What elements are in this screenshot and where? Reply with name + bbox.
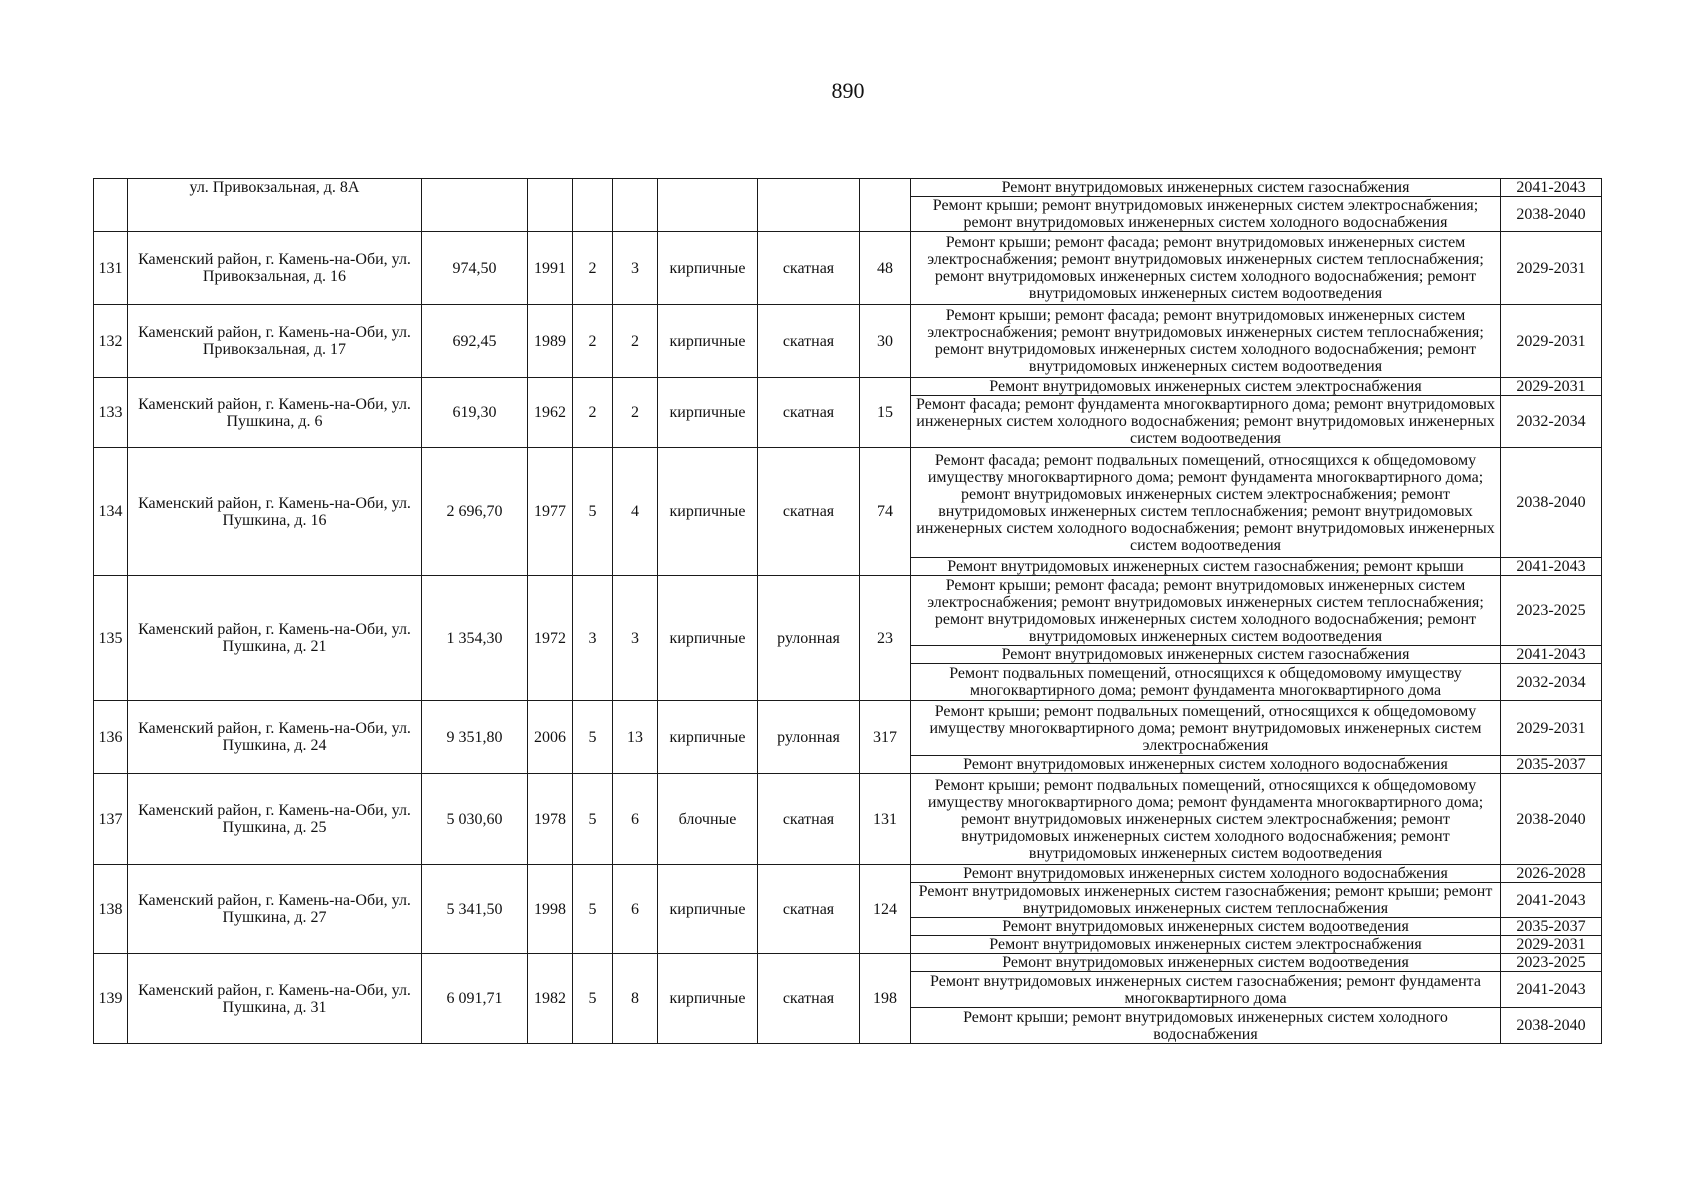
year-built-cell: 2006 — [528, 701, 573, 774]
wall-material-cell: блочные — [658, 774, 758, 865]
work-period-cell: 2026-2028 — [1501, 865, 1602, 883]
wall-material-cell: кирпичные — [658, 865, 758, 954]
roof-type-cell: скатная — [758, 378, 860, 448]
table-row — [94, 774, 1602, 865]
row-number-cell: 136 — [94, 701, 128, 774]
work-period-cell: 2029-2031 — [1501, 305, 1602, 378]
work-period-cell: 2038-2040 — [1501, 448, 1602, 558]
work-description-cell: Ремонт крыши; ремонт фасада; ремонт внутридомовых инженерных систем электроснабжения; ремонт внутридомовых инженерных систем теплоснабжения; ремонт внутридомовых инженерных систем холодного водоснабжения; ремонт внутридомовых инженерных систем водоотведения — [911, 576, 1501, 646]
empty-cell — [860, 179, 911, 232]
work-description-cell: Ремонт крыши; ремонт внутридомовых инженерных систем холодного водоснабжения — [911, 1008, 1501, 1044]
address-cell: Каменский район, г. Камень-на-Оби, ул. Пушкина, д. 24 — [128, 701, 422, 774]
wall-material-cell: кирпичные — [658, 701, 758, 774]
row-number-cell: 131 — [94, 232, 128, 305]
work-description-cell: Ремонт внутридомовых инженерных систем электроснабжения — [911, 378, 1501, 396]
work-description-cell: Ремонт подвальных помещений, относящихся к общедомовому имуществу многоквартирного дома; ремонт фундамента многоквартирного дома — [911, 664, 1501, 701]
floors-cell: 5 — [573, 774, 613, 865]
work-description-cell: Ремонт крыши; ремонт внутридомовых инженерных систем электроснабжения; ремонт внутридомовых инженерных систем холодного водоснабжения — [911, 197, 1501, 232]
work-period-cell: 2029-2031 — [1501, 378, 1602, 396]
area-cell: 5 341,50 — [422, 865, 528, 954]
work-description-cell: Ремонт крыши; ремонт фасада; ремонт внутридомовых инженерных систем электроснабжения; ремонт внутридомовых инженерных систем теплоснабжения; ремонт внутридомовых инженерных систем холодного водоснабжения; ремонт внутридомовых инженерных систем водоотведения — [911, 232, 1501, 305]
work-period-cell: 2038-2040 — [1501, 197, 1602, 232]
work-period-cell: 2023-2025 — [1501, 954, 1602, 972]
work-description-cell: Ремонт внутридомовых инженерных систем газоснабжения; ремонт крыши; ремонт внутридомовых инженерных систем теплоснабжения — [911, 883, 1501, 918]
work-period-cell: 2023-2025 — [1501, 576, 1602, 646]
area-cell: 619,30 — [422, 378, 528, 448]
work-description-cell: Ремонт внутридомовых инженерных систем холодного водоснабжения — [911, 756, 1501, 774]
empty-cell — [573, 179, 613, 232]
floors-cell: 5 — [573, 954, 613, 1044]
work-period-cell: 2038-2040 — [1501, 774, 1602, 865]
floors-cell: 2 — [573, 305, 613, 378]
entrances-cell: 2 — [613, 305, 658, 378]
wall-material-cell: кирпичные — [658, 305, 758, 378]
work-description-cell: Ремонт внутридомовых инженерных систем газоснабжения — [911, 646, 1501, 664]
floors-cell: 2 — [573, 232, 613, 305]
wall-material-cell: кирпичные — [658, 378, 758, 448]
year-built-cell: 1962 — [528, 378, 573, 448]
wall-material-cell: кирпичные — [658, 232, 758, 305]
apartments-cell: 317 — [860, 701, 911, 774]
table-row — [94, 954, 1602, 972]
floors-cell: 3 — [573, 576, 613, 701]
roof-type-cell: скатная — [758, 774, 860, 865]
table-row — [94, 701, 1602, 756]
row-number-cell: 139 — [94, 954, 128, 1044]
address-cell: Каменский район, г. Камень-на-Оби, ул. Пушкина, д. 27 — [128, 865, 422, 954]
work-description-cell: Ремонт крыши; ремонт фасада; ремонт внутридомовых инженерных систем электроснабжения; ремонт внутридомовых инженерных систем теплоснабжения; ремонт внутридомовых инженерных систем холодного водоснабжения; ремонт внутридомовых инженерных систем водоотведения — [911, 305, 1501, 378]
entrances-cell: 3 — [613, 576, 658, 701]
floors-cell: 5 — [573, 865, 613, 954]
apartments-cell: 74 — [860, 448, 911, 576]
work-period-cell: 2041-2043 — [1501, 179, 1602, 197]
work-description-cell: Ремонт внутридомовых инженерных систем электроснабжения — [911, 936, 1501, 954]
work-period-cell: 2038-2040 — [1501, 1008, 1602, 1044]
work-period-cell: 2032-2034 — [1501, 664, 1602, 701]
work-period-cell: 2041-2043 — [1501, 972, 1602, 1008]
address-cell: Каменский район, г. Камень-на-Оби, ул. Пушкина, д. 31 — [128, 954, 422, 1044]
roof-type-cell: рулонная — [758, 576, 860, 701]
area-cell: 974,50 — [422, 232, 528, 305]
area-cell: 1 354,30 — [422, 576, 528, 701]
address-cell: ул. Привокзальная, д. 8А — [128, 179, 422, 232]
work-description-cell: Ремонт фасада; ремонт фундамента многоквартирного дома; ремонт внутридомовых инженерных систем холодного водоснабжения; ремонт внутридомовых инженерных систем водоотведения — [911, 396, 1501, 448]
apartments-cell: 48 — [860, 232, 911, 305]
table-row — [94, 179, 1602, 197]
floors-cell: 5 — [573, 701, 613, 774]
apartments-cell: 23 — [860, 576, 911, 701]
year-built-cell: 1989 — [528, 305, 573, 378]
work-description-cell: Ремонт внутридомовых инженерных систем газоснабжения; ремонт крыши — [911, 558, 1501, 576]
work-description-cell: Ремонт внутридомовых инженерных систем водоотведения — [911, 954, 1501, 972]
empty-cell — [758, 179, 860, 232]
apartments-cell: 124 — [860, 865, 911, 954]
table-row — [94, 448, 1602, 558]
work-description-cell: Ремонт крыши; ремонт подвальных помещений, относящихся к общедомовому имуществу многоквартирного дома; ремонт внутридомовых инженерных систем электроснабжения — [911, 701, 1501, 756]
row-number-cell: 135 — [94, 576, 128, 701]
work-description-cell: Ремонт внутридомовых инженерных систем водоотведения — [911, 918, 1501, 936]
apartments-cell: 15 — [860, 378, 911, 448]
work-description-cell: Ремонт фасада; ремонт подвальных помещений, относящихся к общедомовому имуществу многоквартирного дома; ремонт фундамента многоквартирного дома; ремонт внутридомовых инженерных систем электроснабжения; ремонт внутридомовых инженерных систем теплоснабжения; ремонт внутридомовых инженерных систем холодного водоснабжения; ремонт внутридомовых инженерных систем водоотведения — [911, 448, 1501, 558]
work-description-cell: Ремонт крыши; ремонт подвальных помещений, относящихся к общедомовому имуществу многоквартирного дома; ремонт фундамента многоквартирного дома; ремонт внутридомовых инженерных систем электроснабжения; ремонт внутридомовых инженерных систем холодного водоснабжения; ремонт внутридомовых инженерных систем водоотведения — [911, 774, 1501, 865]
row-number-cell: 134 — [94, 448, 128, 576]
work-period-cell: 2029-2031 — [1501, 232, 1602, 305]
entrances-cell: 4 — [613, 448, 658, 576]
year-built-cell: 1972 — [528, 576, 573, 701]
address-cell: Каменский район, г. Камень-на-Оби, ул. Пушкина, д. 21 — [128, 576, 422, 701]
wall-material-cell: кирпичные — [658, 576, 758, 701]
work-period-cell: 2029-2031 — [1501, 701, 1602, 756]
year-built-cell: 1977 — [528, 448, 573, 576]
address-cell: Каменский район, г. Камень-на-Оби, ул. Пушкина, д. 16 — [128, 448, 422, 576]
address-cell: Каменский район, г. Камень-на-Оби, ул. Привокзальная, д. 17 — [128, 305, 422, 378]
apartments-cell: 198 — [860, 954, 911, 1044]
work-period-cell: 2029-2031 — [1501, 936, 1602, 954]
roof-type-cell: скатная — [758, 448, 860, 576]
year-built-cell: 1982 — [528, 954, 573, 1044]
entrances-cell: 2 — [613, 378, 658, 448]
roof-type-cell: скатная — [758, 865, 860, 954]
entrances-cell: 6 — [613, 774, 658, 865]
roof-type-cell: скатная — [758, 232, 860, 305]
housing-repair-table — [93, 178, 1602, 1044]
wall-material-cell: кирпичные — [658, 448, 758, 576]
work-period-cell: 2041-2043 — [1501, 558, 1602, 576]
address-cell: Каменский район, г. Камень-на-Оби, ул. Привокзальная, д. 16 — [128, 232, 422, 305]
empty-cell — [528, 179, 573, 232]
work-period-cell: 2032-2034 — [1501, 396, 1602, 448]
work-period-cell: 2035-2037 — [1501, 756, 1602, 774]
roof-type-cell: скатная — [758, 954, 860, 1044]
area-cell: 5 030,60 — [422, 774, 528, 865]
entrances-cell: 13 — [613, 701, 658, 774]
row-number-cell — [94, 179, 128, 232]
wall-material-cell: кирпичные — [658, 954, 758, 1044]
work-description-cell: Ремонт внутридомовых инженерных систем газоснабжения; ремонт фундамента многоквартирного дома — [911, 972, 1501, 1008]
area-cell: 6 091,71 — [422, 954, 528, 1044]
work-period-cell: 2035-2037 — [1501, 918, 1602, 936]
floors-cell: 2 — [573, 378, 613, 448]
roof-type-cell: рулонная — [758, 701, 860, 774]
row-number-cell: 133 — [94, 378, 128, 448]
area-cell: 2 696,70 — [422, 448, 528, 576]
row-number-cell: 138 — [94, 865, 128, 954]
entrances-cell: 6 — [613, 865, 658, 954]
apartments-cell: 131 — [860, 774, 911, 865]
work-period-cell: 2041-2043 — [1501, 883, 1602, 918]
area-cell: 692,45 — [422, 305, 528, 378]
entrances-cell: 8 — [613, 954, 658, 1044]
empty-cell — [658, 179, 758, 232]
year-built-cell: 1978 — [528, 774, 573, 865]
row-number-cell: 132 — [94, 305, 128, 378]
table-row — [94, 865, 1602, 883]
table-row — [94, 378, 1602, 396]
table-row — [94, 305, 1602, 378]
address-cell: Каменский район, г. Камень-на-Оби, ул. Пушкина, д. 6 — [128, 378, 422, 448]
floors-cell: 5 — [573, 448, 613, 576]
area-cell: 9 351,80 — [422, 701, 528, 774]
table-row — [94, 232, 1602, 305]
apartments-cell: 30 — [860, 305, 911, 378]
work-description-cell: Ремонт внутридомовых инженерных систем газоснабжения — [911, 179, 1501, 197]
empty-cell — [613, 179, 658, 232]
row-number-cell: 137 — [94, 774, 128, 865]
page-number: 890 — [831, 78, 865, 103]
work-period-cell: 2041-2043 — [1501, 646, 1602, 664]
table-row — [94, 576, 1602, 646]
roof-type-cell: скатная — [758, 305, 860, 378]
address-cell: Каменский район, г. Камень-на-Оби, ул. Пушкина, д. 25 — [128, 774, 422, 865]
work-description-cell: Ремонт внутридомовых инженерных систем холодного водоснабжения — [911, 865, 1501, 883]
entrances-cell: 3 — [613, 232, 658, 305]
year-built-cell: 1998 — [528, 865, 573, 954]
empty-cell — [422, 179, 528, 232]
year-built-cell: 1991 — [528, 232, 573, 305]
